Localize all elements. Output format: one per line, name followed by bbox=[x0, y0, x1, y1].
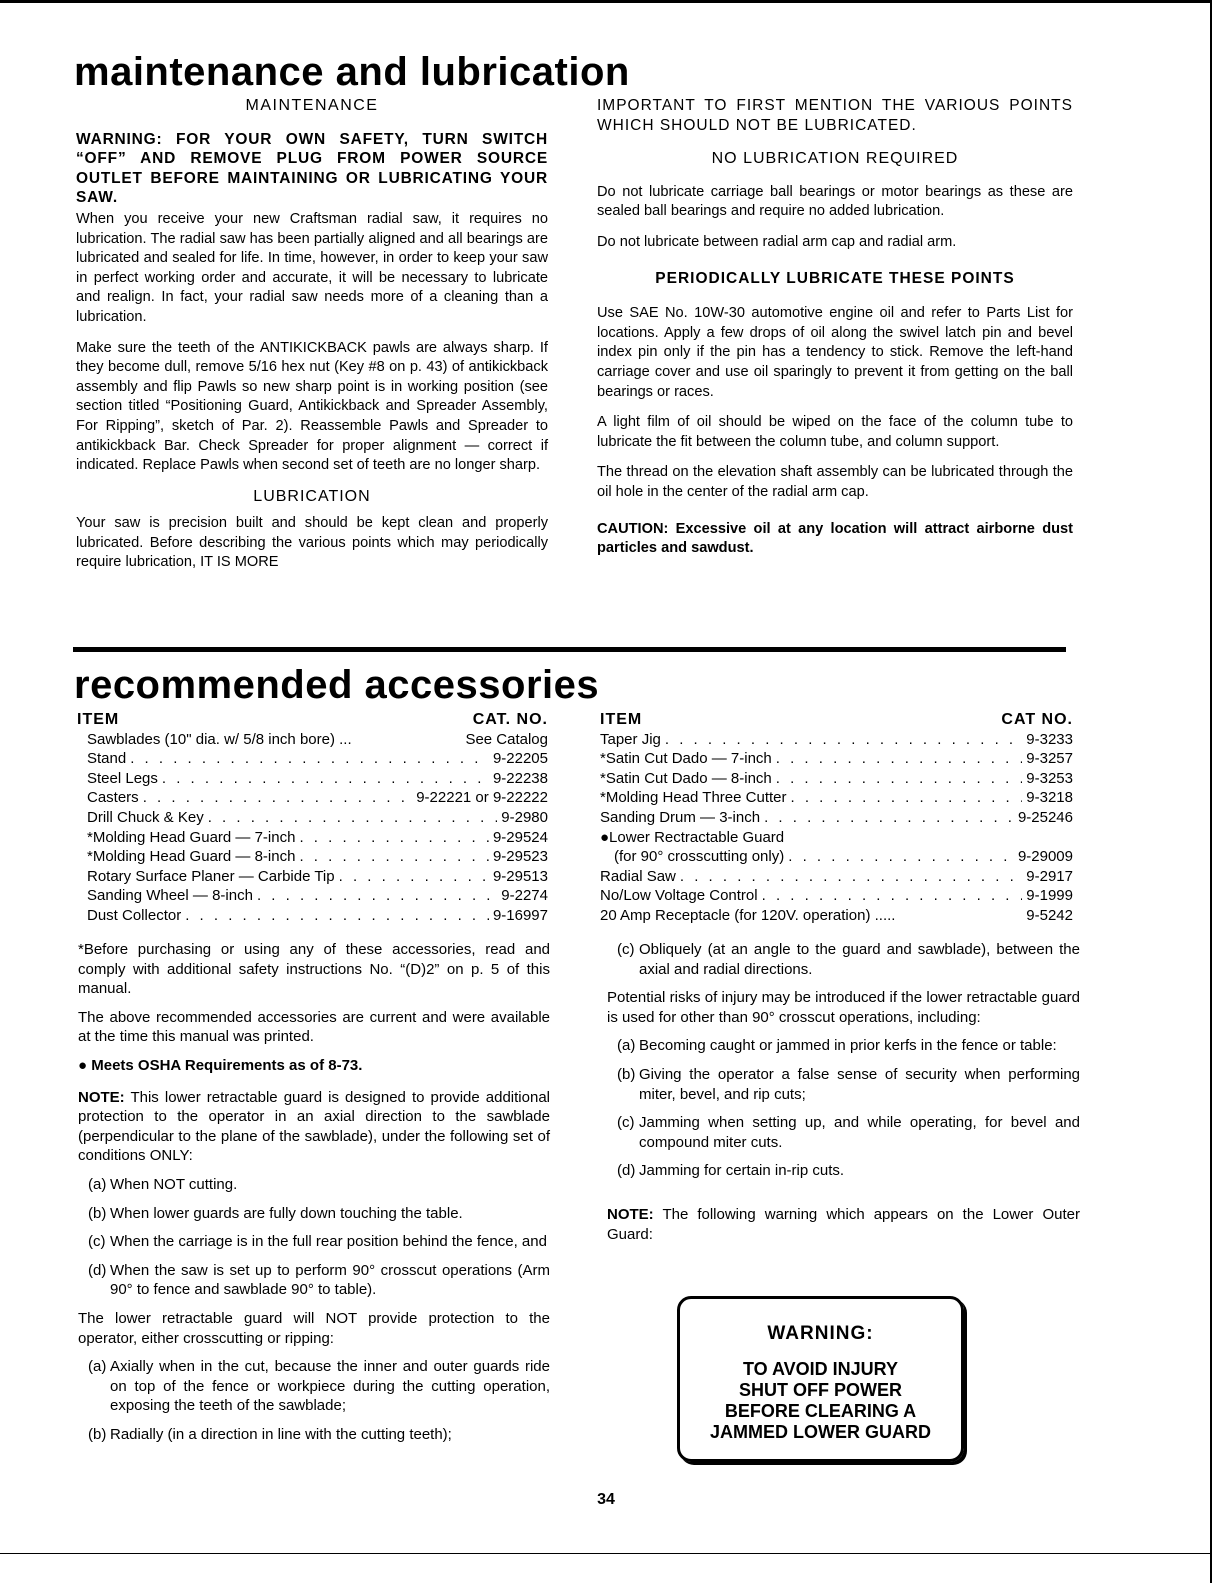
accessories-table-right bbox=[600, 710, 1073, 926]
item-label: (d) bbox=[88, 1261, 107, 1279]
table-row bbox=[87, 847, 548, 867]
table-row bbox=[87, 828, 548, 848]
item-text: When the carriage is in the full rear position behind the fence, and bbox=[110, 1233, 547, 1251]
accessory-name: No/Low Voltage Control bbox=[600, 887, 758, 905]
note-text: The following warning which appears on the Lower Outer Guard: bbox=[607, 1205, 1080, 1243]
purchase-note: *Before purchasing or using any of these accessories, read and comply with additional safety instructions No. “(D)2” on p. 5 of this manual. bbox=[78, 941, 550, 998]
availability-note: The above recommended accessories are current and were available at the time this manual was printed. bbox=[78, 1008, 550, 1046]
item-text: Giving the operator a false sense of security when performing miter, bevel, and rip cuts; bbox=[639, 1065, 1080, 1103]
table-row bbox=[87, 769, 548, 789]
item-label: (b) bbox=[88, 1425, 107, 1443]
risks-list bbox=[607, 1036, 1080, 1181]
accessory-name: *Molding Head Three Cutter bbox=[600, 789, 787, 807]
item-label: (a) bbox=[88, 1175, 107, 1193]
warning-label-box bbox=[677, 1296, 964, 1462]
catalog-number: 9-16997 bbox=[492, 906, 548, 924]
warning-line: TO AVOID INJURY bbox=[742, 1359, 899, 1379]
lubrication-paragraph-2: Do not lubricate between radial arm cap and radial arm. bbox=[597, 233, 957, 250]
maintenance-warning: WARNING: FOR YOUR OWN SAFETY, TURN SWITCH “OFF” AND REMOVE PLUG FROM POWER SOURCE OUTLET BEFORE MAINTAINING OR LUBRICATING YOUR SAW. bbox=[76, 130, 548, 207]
accessory-name: Sanding Wheel — 8-inch bbox=[87, 887, 253, 905]
accessory-name: ●Lower Rectractable Guard bbox=[600, 828, 785, 846]
table-row bbox=[87, 906, 548, 926]
list-item bbox=[88, 1204, 550, 1224]
note-label: NOTE: bbox=[607, 1205, 654, 1223]
catalog-number: 9-3233 bbox=[1026, 730, 1073, 748]
catalog-number: 9-22205 bbox=[492, 750, 548, 768]
item-label: (c) bbox=[88, 1233, 106, 1251]
lubrication-heading: LUBRICATION bbox=[253, 487, 371, 505]
list-item bbox=[88, 1425, 550, 1445]
accessory-name: (for 90° crosscutting only) bbox=[614, 848, 785, 866]
notes-right bbox=[607, 940, 1080, 1253]
column-header-cat: CAT. NO. bbox=[472, 711, 548, 728]
catalog-number: 9-22221 or 9-22222 bbox=[416, 789, 548, 807]
lubrication-column bbox=[597, 96, 1073, 570]
no-lubrication-heading: NO LUBRICATION REQUIRED bbox=[711, 150, 959, 168]
no-protection-list bbox=[78, 1357, 550, 1444]
item-text: When NOT cutting. bbox=[110, 1175, 238, 1193]
risks-paragraph: Potential risks of injury may be introduced if the lower retractable guard is used for other than 90° crosscut operations, including: bbox=[607, 989, 1080, 1026]
dot-leader bbox=[776, 749, 1023, 769]
accessory-name: 20 Amp Receptacle (for 120V. operation) ..... bbox=[600, 906, 896, 924]
catalog-number: 9-29523 bbox=[492, 848, 548, 866]
catalog-number: 9-2980 bbox=[501, 808, 548, 826]
table-row bbox=[600, 847, 1073, 867]
table-row bbox=[600, 886, 1073, 906]
dot-leader bbox=[257, 886, 497, 906]
item-label: (a) bbox=[88, 1358, 107, 1376]
accessory-name: Drill Chuck & Key bbox=[87, 808, 204, 826]
list-item bbox=[617, 1065, 1080, 1104]
lubrication-paragraph-3: Use SAE No. 10W-30 automotive engine oil and refer to Parts List for locations. Apply a few drops of oil along the swivel latch pin and bevel index pin only if the pin has a tendency to stick. Remove the left-hand carriage cover and use oil sparingly to prevent it from getting on the ball bearings or races. bbox=[597, 305, 1073, 400]
catalog-number: 9-2274 bbox=[501, 887, 548, 905]
item-label: (d) bbox=[617, 1162, 636, 1180]
table-row bbox=[600, 749, 1073, 769]
note-text: This lower retractable guard is designed to provide additional protection to the operator in an axial direction to the sawblade (perpendicular to the plane of the sawblade), under the following set of conditions ONLY: bbox=[78, 1088, 550, 1165]
table-row bbox=[87, 730, 548, 750]
accessory-name: Sawblades (10" dia. w/ 5/8 inch bore) ... bbox=[87, 730, 352, 748]
list-item bbox=[88, 1261, 550, 1300]
note-label: NOTE: bbox=[78, 1088, 125, 1106]
list-item bbox=[88, 1175, 550, 1195]
table-header bbox=[77, 710, 548, 730]
dot-leader bbox=[762, 886, 1023, 906]
warning-note bbox=[607, 1205, 1080, 1244]
table-row bbox=[600, 867, 1073, 887]
lubrication-paragraph-5: The thread on the elevation shaft assembly can be lubricated through the oil hole in the center of the radial arm cap. bbox=[597, 464, 1073, 500]
table-row bbox=[87, 867, 548, 887]
right-border bbox=[1210, 0, 1212, 1583]
no-protection-note: The lower retractable guard will NOT provide protection to the operator, either crosscutting or ripping: bbox=[78, 1309, 550, 1347]
table-row bbox=[600, 906, 1073, 926]
dot-leader bbox=[764, 808, 1014, 828]
warning-body bbox=[680, 1359, 961, 1443]
catalog-number: 9-3253 bbox=[1026, 769, 1073, 787]
dot-leader bbox=[299, 847, 488, 867]
section-title-accessories: recommended accessories bbox=[74, 663, 600, 707]
dot-leader bbox=[143, 788, 413, 808]
dot-leader bbox=[299, 828, 488, 848]
table-row bbox=[87, 788, 548, 808]
column-header-cat: CAT NO. bbox=[1001, 711, 1073, 728]
catalog-number: 9-25246 bbox=[1017, 808, 1073, 826]
maintenance-paragraph-1: When you receive your new Craftsman radial saw, it requires no lubrication. The radial saw has been partially aligned and all bearings are lubricated and sealed for life. In time, however, in order to keep your saw in perfect working order and accurate, it will be necessary to lubricate and realign. In fact, your radial saw needs more of a cleaning than a lubrication. bbox=[76, 210, 548, 325]
top-border bbox=[0, 0, 1212, 3]
list-item bbox=[88, 1232, 550, 1252]
table-row bbox=[87, 808, 548, 828]
dot-leader bbox=[339, 867, 489, 887]
dot-leader bbox=[680, 867, 1022, 887]
table-row bbox=[600, 808, 1073, 828]
accessory-name: Stand bbox=[87, 750, 127, 768]
maintenance-paragraph-3: Your saw is precision built and should be kept clean and properly lubricated. Before describing the various points which may periodically require lubrication, IT IS MORE bbox=[76, 515, 548, 571]
warning-line: BEFORE CLEARING A bbox=[724, 1401, 917, 1421]
table-row bbox=[600, 769, 1073, 789]
catalog-number: 9-5242 bbox=[1026, 906, 1073, 924]
item-label: (a) bbox=[617, 1037, 636, 1055]
table-row bbox=[600, 828, 1073, 848]
section-title-maintenance: maintenance and lubrication bbox=[74, 50, 630, 94]
accessory-name: Casters bbox=[87, 789, 139, 807]
accessory-name: Radial Saw bbox=[600, 867, 676, 885]
item-label: (c) bbox=[617, 1114, 635, 1132]
item-text: When lower guards are fully down touching the table. bbox=[110, 1204, 463, 1222]
lubrication-paragraph-1: Do not lubricate carriage ball bearings or motor bearings as these are sealed ball bearings and require no added lubrication. bbox=[597, 183, 1073, 220]
accessory-name: *Satin Cut Dado — 8-inch bbox=[600, 769, 772, 787]
lubrication-paragraph-4: A light film of oil should be wiped on the face of the column tube to lubricate the fit between the column tube, and column support. bbox=[597, 414, 1073, 450]
accessories-table-left bbox=[77, 710, 548, 926]
item-text: Becoming caught or jammed in prior kerfs in the fence or table: bbox=[639, 1037, 1057, 1055]
lubrication-caution: CAUTION: Excessive oil at any location will attract airborne dust particles and sawdust. bbox=[597, 520, 1073, 557]
item-text: Radially (in a direction in line with the cutting teeth); bbox=[110, 1425, 452, 1443]
maintenance-column bbox=[76, 96, 548, 584]
catalog-number: See Catalog bbox=[465, 730, 548, 748]
page-number: 34 bbox=[597, 1491, 615, 1508]
notes-left bbox=[78, 940, 550, 1453]
list-item bbox=[617, 940, 1080, 979]
item-label: (b) bbox=[88, 1204, 107, 1222]
list-item bbox=[88, 1357, 550, 1416]
dot-leader bbox=[665, 730, 1022, 750]
list-item bbox=[617, 1036, 1080, 1056]
guard-note bbox=[78, 1088, 550, 1166]
table-row bbox=[87, 749, 548, 769]
periodic-lubrication-heading: PERIODICALLY LUBRICATE THESE POINTS bbox=[655, 269, 1015, 287]
column-header-item: ITEM bbox=[77, 711, 120, 728]
item-text: When the saw is set up to perform 90° crosscut operations (Arm 90° to fence and sawblade 90° to table). bbox=[110, 1261, 550, 1299]
table-row bbox=[600, 788, 1073, 808]
item-text: Jamming when setting up, and while operating, for bevel and compound miter cuts. bbox=[639, 1114, 1080, 1151]
catalog-number: 9-29513 bbox=[492, 867, 548, 885]
warning-line: SHUT OFF POWER bbox=[739, 1380, 902, 1400]
warning-title: WARNING: bbox=[767, 1323, 874, 1344]
catalog-number: 9-29524 bbox=[492, 828, 548, 846]
dot-leader bbox=[791, 788, 1023, 808]
list-item bbox=[617, 1161, 1080, 1181]
dot-leader bbox=[788, 847, 1014, 867]
column-header-item: ITEM bbox=[600, 711, 643, 728]
catalog-number: 9-3257 bbox=[1026, 750, 1073, 768]
item-text: Jamming for certain in-rip cuts. bbox=[639, 1162, 845, 1180]
lubrication-continued: IMPORTANT TO FIRST MENTION THE VARIOUS POINTS WHICH SHOULD NOT BE LUBRICATED. bbox=[597, 97, 1073, 134]
maintenance-heading: MAINTENANCE bbox=[245, 97, 379, 114]
accessory-name: Steel Legs bbox=[87, 769, 158, 787]
dot-leader bbox=[130, 749, 489, 769]
accessory-name: *Satin Cut Dado — 7-inch bbox=[600, 750, 772, 768]
accessory-name: Rotary Surface Planer — Carbide Tip bbox=[87, 867, 335, 885]
catalog-number: 9-3218 bbox=[1026, 789, 1073, 807]
dot-leader bbox=[776, 769, 1023, 789]
item-label: (c) bbox=[617, 941, 635, 958]
dot-leader bbox=[162, 769, 489, 789]
accessory-name: Dust Collector bbox=[87, 906, 182, 924]
catalog-number: 9-29009 bbox=[1017, 848, 1073, 866]
accessory-rows bbox=[600, 730, 1073, 926]
accessory-name: Sanding Drum — 3-inch bbox=[600, 808, 761, 826]
table-row bbox=[600, 730, 1073, 750]
accessory-rows bbox=[77, 730, 548, 926]
accessory-name: *Molding Head Guard — 7-inch bbox=[87, 828, 296, 846]
dot-leader bbox=[208, 808, 498, 828]
catalog-number: 9-1999 bbox=[1026, 887, 1073, 905]
dot-leader bbox=[185, 906, 489, 926]
item-text: Obliquely (at an angle to the guard and sawblade), between the axial and radial directions. bbox=[639, 941, 1080, 978]
osha-note: ● Meets OSHA Requirements as of 8-73. bbox=[78, 1056, 363, 1074]
catalog-number: 9-22238 bbox=[492, 769, 548, 787]
table-header bbox=[600, 710, 1073, 730]
conditions-list bbox=[78, 1175, 550, 1300]
item-label: (b) bbox=[617, 1065, 636, 1083]
item-text: Axially when in the cut, because the inner and outer guards ride on top of the fence or workpiece during the cutting operation, exposing the teeth of the sawblade; bbox=[110, 1358, 550, 1415]
maintenance-paragraph-2: Make sure the teeth of the ANTIKICKBACK pawls are always sharp. If they become dull, remove 5/16 hex nut (Key #8 on p. 43) of antikickback assembly and flip Pawls so new sharp point is in working position (see section titled “Positioning Guard, Antikickback and Spreader Assembly, For Ripping”, sketch of Par. 2). Reassemble Pawls and Spreader to antikickback Bar. Check Spreader for proper alignment — correct if indicated. Replace Pawls when second set of teeth are no longer sharp. bbox=[76, 339, 548, 474]
list-item bbox=[617, 1113, 1080, 1152]
bottom-border bbox=[0, 1553, 1212, 1554]
warning-line: JAMMED LOWER GUARD bbox=[710, 1422, 931, 1442]
section-divider bbox=[73, 647, 1066, 652]
catalog-number: 9-2917 bbox=[1026, 867, 1073, 885]
accessory-name: *Molding Head Guard — 8-inch bbox=[87, 848, 296, 866]
table-row bbox=[87, 886, 548, 906]
accessory-name: Taper Jig bbox=[600, 730, 661, 748]
